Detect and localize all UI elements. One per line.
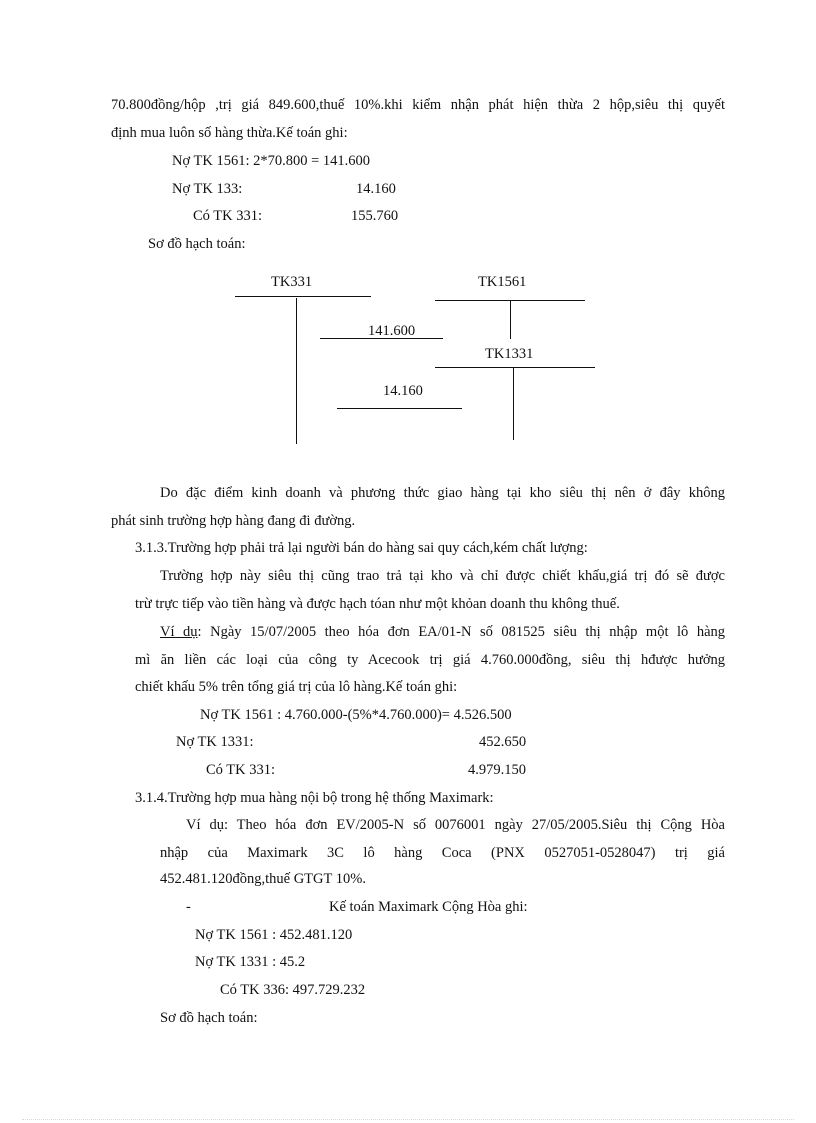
diagram1-amount2-line	[337, 408, 462, 409]
diagram1-tk1331-label: TK1331	[485, 346, 534, 362]
diagram1-tk1561-vertical-line	[510, 301, 511, 339]
accounting-heading: Kế toán Maximark Cộng Hòa ghi:	[329, 899, 528, 915]
entry313-debit-1331-label: Nợ TK 1331:	[176, 734, 254, 750]
entry1-debit-133-label: Nợ TK 133:	[172, 181, 243, 197]
example-label: Ví dụ	[160, 624, 198, 640]
entry313-debit-1331-value: 452.650	[479, 734, 527, 750]
section-3-1-4-line-2: nhập của Maximark 3C lô hàng Coca (PNX 0527051-0528047) trị giá	[160, 845, 725, 861]
section-3-1-3-line-2: trừ trực tiếp vào tiền hàng và được hạch tóan như một khỏan doanh thu không thuế.	[135, 596, 620, 612]
entry313-credit-331-label: Có TK 331:	[206, 762, 276, 778]
entry1-credit-331-value: 155.760	[351, 208, 399, 224]
entry1-debit-133-value: 14.160	[356, 181, 396, 197]
section-3-1-4-heading: 3.1.4.Trường hợp mua hàng nội bộ trong hệ thống Maximark:	[135, 790, 494, 806]
entry1-credit-331-label: Có TK 331:	[193, 208, 263, 224]
example-313-line-1-text: : Ngày 15/07/2005 theo hóa đơn EA/01-N số 081525 siêu thị nhập một lô hàng	[197, 624, 726, 640]
section-3-1-3-heading: 3.1.3.Trường hợp phải trả lại người bán do hàng sai quy cách,kém chất lượng:	[135, 540, 588, 556]
page-bottom-divider	[22, 1119, 794, 1120]
example-313-line-1	[160, 623, 725, 641]
section-3-1-3-line-1: Trường hợp này siêu thị cũng trao trả tại kho và chỉ được chiết khấu,giá trị đó sẽ được	[160, 568, 725, 584]
diagram1-amount-141600: 141.600	[368, 323, 416, 339]
diagram1-tk1561-label: TK1561	[478, 274, 527, 290]
intro-line-2: định mua luôn số hàng thừa.Kế toán ghi:	[111, 125, 348, 141]
example-313-line-3: chiết khấu 5% trên tổng giá trị của lô hàng.Kế toán ghi:	[135, 679, 458, 695]
diagram1-tk331-top-line	[235, 296, 371, 297]
transit-line-1: Do đặc điểm kinh doanh và phương thức giao hàng tại kho siêu thị nên ở đây không	[160, 485, 725, 501]
entry313-credit-331-value: 4.979.150	[468, 762, 526, 778]
entry1-debit-1561: Nợ TK 1561: 2*70.800 = 141.600	[172, 153, 371, 169]
example-313-line-2: mì ăn liền các loại của công ty Acecook trị giá 4.760.000đồng, siêu thị hđược hưởng	[135, 652, 725, 668]
intro-line-1: 70.800đồng/hộp ,trị giá 849.600,thuế 10%.khi kiểm nhận phát hiện thừa 2 hộp,siêu thị quyết	[111, 97, 725, 113]
entry313-debit-1561: Nợ TK 1561 : 4.760.000-(5%*4.760.000)= 4.526.500	[200, 707, 512, 723]
diagram1-tk331-vertical-line	[296, 298, 297, 444]
diagram1-heading: Sơ đồ hạch toán:	[148, 236, 246, 252]
entry314-debit-1331: Nợ TK 1331 : 45.2	[195, 954, 306, 970]
diagram2-heading: Sơ đồ hạch toán:	[160, 1010, 258, 1026]
diagram1-amount-14160: 14.160	[383, 383, 423, 399]
diagram1-tk1331-top-line	[435, 367, 595, 368]
diagram1-tk1331-vertical-line	[513, 368, 514, 440]
list-dash: -	[186, 899, 191, 915]
entry314-credit-336: Có TK 336: 497.729.232	[220, 982, 366, 998]
diagram1-tk331-label: TK331	[271, 274, 313, 290]
section-3-1-4-line-3: 452.481.120đồng,thuế GTGT 10%.	[160, 871, 366, 887]
transit-line-2: phát sinh trường hợp hàng đang đi đường.	[111, 513, 356, 529]
diagram1-amount1-line	[320, 338, 443, 339]
entry314-debit-1561: Nợ TK 1561 : 452.481.120	[195, 927, 353, 943]
section-3-1-4-line-1: Ví dụ: Theo hóa đơn EV/2005-N số 0076001 ngày 27/05/2005.Siêu thị Cộng Hòa	[186, 817, 725, 833]
